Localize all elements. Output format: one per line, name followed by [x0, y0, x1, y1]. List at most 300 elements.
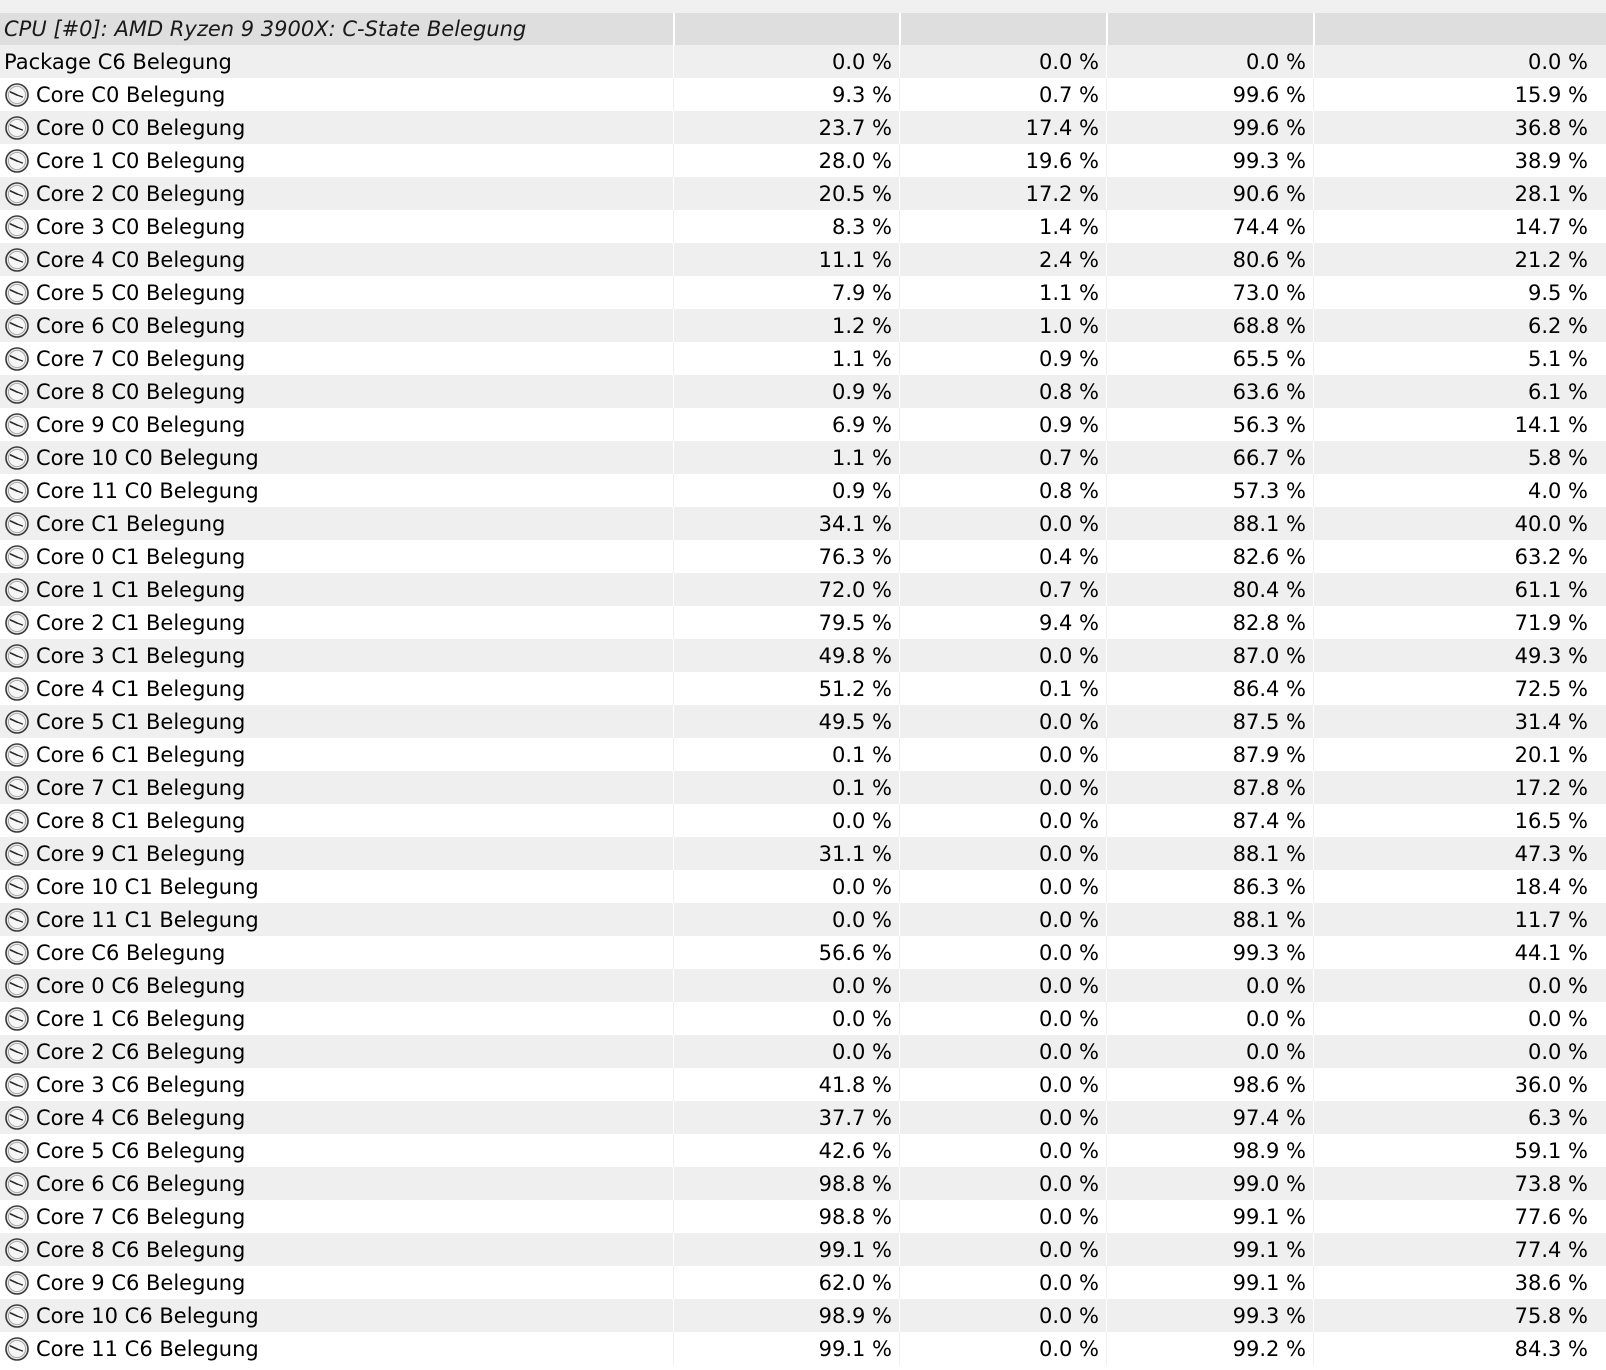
sensor-row[interactable] — [0, 1068, 1606, 1101]
sensor-row[interactable] — [0, 111, 1606, 144]
sensor-row[interactable] — [0, 969, 1606, 1002]
avg-value: 9.5 % — [1313, 276, 1598, 309]
avg-value: 6.3 % — [1313, 1101, 1598, 1134]
max-value: 0.0 % — [1106, 969, 1313, 1002]
max-value: 87.5 % — [1106, 705, 1313, 738]
avg-value: 0.0 % — [1313, 1035, 1598, 1068]
sensor-row[interactable] — [0, 342, 1606, 375]
sensor-label-cell — [0, 903, 673, 936]
min-value: 0.9 % — [899, 342, 1106, 375]
current-value: 9.3 % — [673, 78, 899, 111]
sensor-label: Core 3 C0 Belegung — [36, 214, 246, 239]
avg-value: 4.0 % — [1313, 474, 1598, 507]
sensor-label-cell — [0, 408, 673, 441]
clock-icon — [4, 445, 30, 471]
max-value: 99.0 % — [1106, 1167, 1313, 1200]
sensor-label: Core 6 C1 Belegung — [36, 742, 246, 767]
sensor-row[interactable] — [0, 441, 1606, 474]
sensor-label-cell — [0, 243, 673, 276]
max-value: 97.4 % — [1106, 1101, 1313, 1134]
sensor-label: Core 9 C0 Belegung — [36, 412, 246, 437]
clock-icon — [4, 1270, 30, 1296]
min-value: 0.0 % — [899, 1167, 1106, 1200]
current-value: 79.5 % — [673, 606, 899, 639]
sensor-row[interactable] — [0, 1233, 1606, 1266]
sensor-row[interactable] — [0, 1332, 1606, 1365]
clock-icon — [4, 148, 30, 174]
clock-icon — [4, 1237, 30, 1263]
sensor-label-cell — [0, 540, 673, 573]
sensor-label: Core 4 C0 Belegung — [36, 247, 246, 272]
min-value: 0.7 % — [899, 441, 1106, 474]
clock-icon — [4, 1006, 30, 1032]
max-value: 73.0 % — [1106, 276, 1313, 309]
current-value: 41.8 % — [673, 1068, 899, 1101]
sensor-row[interactable] — [0, 936, 1606, 969]
min-value: 0.0 % — [899, 804, 1106, 837]
sensor-row[interactable] — [0, 243, 1606, 276]
avg-value: 38.6 % — [1313, 1266, 1598, 1299]
max-value: 0.0 % — [1106, 45, 1313, 78]
sensor-row[interactable] — [0, 408, 1606, 441]
min-value: 0.1 % — [899, 672, 1106, 705]
sensor-label: Core 3 C6 Belegung — [36, 1072, 246, 1097]
min-value: 0.0 % — [899, 771, 1106, 804]
sensor-label-cell — [0, 1068, 673, 1101]
clock-icon — [4, 676, 30, 702]
sensor-row[interactable] — [0, 540, 1606, 573]
min-value: 0.0 % — [899, 1233, 1106, 1266]
avg-value: 5.1 % — [1313, 342, 1598, 375]
avg-value: 77.4 % — [1313, 1233, 1598, 1266]
sensor-label: Core 1 C1 Belegung — [36, 577, 246, 602]
avg-value: 15.9 % — [1313, 78, 1598, 111]
sensor-row[interactable] — [0, 177, 1606, 210]
current-value: 42.6 % — [673, 1134, 899, 1167]
current-value: 31.1 % — [673, 837, 899, 870]
clock-icon — [4, 841, 30, 867]
current-value: 99.1 % — [673, 1233, 899, 1266]
max-value: 65.5 % — [1106, 342, 1313, 375]
sensor-row[interactable] — [0, 903, 1606, 936]
sensor-row[interactable] — [0, 507, 1606, 540]
clock-icon — [4, 1039, 30, 1065]
column-avg-header — [1313, 13, 1598, 45]
sensor-label: Core 9 C6 Belegung — [36, 1270, 246, 1295]
avg-value: 6.1 % — [1313, 375, 1598, 408]
avg-value: 63.2 % — [1313, 540, 1598, 573]
column-min-header — [899, 13, 1106, 45]
current-value: 0.0 % — [673, 1035, 899, 1068]
sensor-label-cell — [0, 474, 673, 507]
max-value: 74.4 % — [1106, 210, 1313, 243]
sensor-label: Package C6 Belegung — [4, 49, 232, 74]
sensor-label-cell — [0, 210, 673, 243]
min-value: 0.0 % — [899, 738, 1106, 771]
sensor-label: Core 8 C1 Belegung — [36, 808, 246, 833]
max-value: 99.6 % — [1106, 111, 1313, 144]
clock-icon — [4, 1171, 30, 1197]
clock-icon — [4, 247, 30, 273]
sensor-row[interactable] — [0, 1167, 1606, 1200]
avg-value: 36.8 % — [1313, 111, 1598, 144]
sensor-row[interactable] — [0, 1101, 1606, 1134]
avg-value: 72.5 % — [1313, 672, 1598, 705]
current-value: 98.9 % — [673, 1299, 899, 1332]
current-value: 56.6 % — [673, 936, 899, 969]
max-value: 90.6 % — [1106, 177, 1313, 210]
sensor-label: Core 7 C0 Belegung — [36, 346, 246, 371]
sensor-label-cell — [0, 672, 673, 705]
max-value: 88.1 % — [1106, 903, 1313, 936]
min-value: 0.0 % — [899, 705, 1106, 738]
current-value: 0.0 % — [673, 969, 899, 1002]
current-value: 28.0 % — [673, 144, 899, 177]
min-value: 0.0 % — [899, 1002, 1106, 1035]
sensor-label-cell — [0, 375, 673, 408]
max-value: 82.8 % — [1106, 606, 1313, 639]
avg-value: 84.3 % — [1313, 1332, 1598, 1365]
clock-icon — [4, 577, 30, 603]
max-value: 87.9 % — [1106, 738, 1313, 771]
min-value: 17.2 % — [899, 177, 1106, 210]
max-value: 82.6 % — [1106, 540, 1313, 573]
sensor-row[interactable] — [0, 738, 1606, 771]
min-value: 17.4 % — [899, 111, 1106, 144]
max-value: 88.1 % — [1106, 837, 1313, 870]
sensor-row[interactable] — [0, 573, 1606, 606]
sensor-label-cell — [0, 705, 673, 738]
clock-icon — [4, 1072, 30, 1098]
sensor-label: Core 11 C6 Belegung — [36, 1336, 259, 1361]
clock-icon — [4, 973, 30, 999]
sensor-row[interactable] — [0, 276, 1606, 309]
sensor-label: Core 4 C6 Belegung — [36, 1105, 246, 1130]
clock-icon — [4, 379, 30, 405]
clock-icon — [4, 874, 30, 900]
avg-value: 14.1 % — [1313, 408, 1598, 441]
min-value: 0.9 % — [899, 408, 1106, 441]
sensor-row[interactable] — [0, 309, 1606, 342]
min-value: 0.0 % — [899, 507, 1106, 540]
max-value: 87.0 % — [1106, 639, 1313, 672]
section-title-cell — [0, 13, 673, 45]
sensor-label: Core 5 C6 Belegung — [36, 1138, 246, 1163]
max-value: 56.3 % — [1106, 408, 1313, 441]
min-value: 0.8 % — [899, 375, 1106, 408]
avg-value: 0.0 % — [1313, 1002, 1598, 1035]
sensor-label-cell — [0, 1035, 673, 1068]
avg-value: 73.8 % — [1313, 1167, 1598, 1200]
max-value: 86.4 % — [1106, 672, 1313, 705]
sensor-label: Core C0 Belegung — [36, 82, 226, 107]
sensor-label: Core 5 C1 Belegung — [36, 709, 246, 734]
max-value: 99.3 % — [1106, 144, 1313, 177]
max-value: 99.2 % — [1106, 1332, 1313, 1365]
avg-value: 40.0 % — [1313, 507, 1598, 540]
avg-value: 75.8 % — [1313, 1299, 1598, 1332]
avg-value: 0.0 % — [1313, 45, 1598, 78]
min-value: 0.0 % — [899, 936, 1106, 969]
sensor-label-cell — [0, 804, 673, 837]
min-value: 0.0 % — [899, 1266, 1106, 1299]
min-value: 0.0 % — [899, 1101, 1106, 1134]
sensor-label-cell — [0, 771, 673, 804]
avg-value: 20.1 % — [1313, 738, 1598, 771]
clock-icon — [4, 478, 30, 504]
max-value: 99.1 % — [1106, 1266, 1313, 1299]
min-value: 0.4 % — [899, 540, 1106, 573]
sensor-label: Core 8 C6 Belegung — [36, 1237, 246, 1262]
max-value: 87.8 % — [1106, 771, 1313, 804]
sensor-label-cell — [0, 1233, 673, 1266]
sensor-label: Core 0 C1 Belegung — [36, 544, 246, 569]
clock-icon — [4, 709, 30, 735]
sensor-label-cell — [0, 342, 673, 375]
avg-value: 21.2 % — [1313, 243, 1598, 276]
clock-icon — [4, 313, 30, 339]
current-value: 98.8 % — [673, 1167, 899, 1200]
current-value: 7.9 % — [673, 276, 899, 309]
current-value: 1.2 % — [673, 309, 899, 342]
current-value: 34.1 % — [673, 507, 899, 540]
sensor-row[interactable] — [0, 1266, 1606, 1299]
sensor-label-cell — [0, 969, 673, 1002]
current-value: 1.1 % — [673, 342, 899, 375]
sensor-label: Core 7 C6 Belegung — [36, 1204, 246, 1229]
avg-value: 49.3 % — [1313, 639, 1598, 672]
sensor-row[interactable] — [0, 804, 1606, 837]
max-value: 80.6 % — [1106, 243, 1313, 276]
max-value: 99.6 % — [1106, 78, 1313, 111]
max-value: 98.9 % — [1106, 1134, 1313, 1167]
sensor-row[interactable] — [0, 606, 1606, 639]
sensor-label-cell — [0, 837, 673, 870]
min-value: 0.0 % — [899, 639, 1106, 672]
sensor-row[interactable] — [0, 144, 1606, 177]
sensor-label-cell — [0, 606, 673, 639]
min-value: 0.0 % — [899, 837, 1106, 870]
sensor-row[interactable] — [0, 771, 1606, 804]
sensor-row[interactable] — [0, 375, 1606, 408]
sensor-label: Core 8 C0 Belegung — [36, 379, 246, 404]
sensor-label: Core 0 C0 Belegung — [36, 115, 246, 140]
avg-value: 11.7 % — [1313, 903, 1598, 936]
sensor-label-cell — [0, 144, 673, 177]
column-max-header — [1106, 13, 1313, 45]
avg-value: 28.1 % — [1313, 177, 1598, 210]
clock-icon — [4, 1138, 30, 1164]
sensor-label-cell — [0, 1002, 673, 1035]
avg-value: 0.0 % — [1313, 969, 1598, 1002]
clock-icon — [4, 907, 30, 933]
clock-icon — [4, 1303, 30, 1329]
sensor-row[interactable] — [0, 210, 1606, 243]
current-value: 0.9 % — [673, 375, 899, 408]
sensor-label: Core 10 C1 Belegung — [36, 874, 259, 899]
clock-icon — [4, 412, 30, 438]
max-value: 99.1 % — [1106, 1233, 1313, 1266]
sensor-label: Core 1 C6 Belegung — [36, 1006, 246, 1031]
sensor-row[interactable] — [0, 78, 1606, 111]
current-value: 37.7 % — [673, 1101, 899, 1134]
sensor-label-cell — [0, 276, 673, 309]
avg-value: 59.1 % — [1313, 1134, 1598, 1167]
sensor-label: Core 3 C1 Belegung — [36, 643, 246, 668]
current-value: 0.1 % — [673, 771, 899, 804]
clock-icon — [4, 610, 30, 636]
sensor-row[interactable] — [0, 1134, 1606, 1167]
sensor-label: Core 9 C1 Belegung — [36, 841, 246, 866]
min-value: 0.8 % — [899, 474, 1106, 507]
min-value: 0.0 % — [899, 1332, 1106, 1365]
min-value: 0.0 % — [899, 1299, 1106, 1332]
sensor-label: Core 2 C6 Belegung — [36, 1039, 246, 1064]
avg-value: 71.9 % — [1313, 606, 1598, 639]
current-value: 49.8 % — [673, 639, 899, 672]
avg-value: 18.4 % — [1313, 870, 1598, 903]
sensor-label: Core 6 C6 Belegung — [36, 1171, 246, 1196]
sensor-label-cell — [0, 78, 673, 111]
min-value: 2.4 % — [899, 243, 1106, 276]
max-value: 68.8 % — [1106, 309, 1313, 342]
sensor-label: Core 11 C1 Belegung — [36, 907, 259, 932]
sensor-row[interactable] — [0, 1299, 1606, 1332]
section-title: CPU [#0]: AMD Ryzen 9 3900X: C-State Belegung — [4, 17, 527, 41]
clock-icon — [4, 115, 30, 141]
min-value: 1.1 % — [899, 276, 1106, 309]
section-header[interactable] — [0, 13, 1606, 45]
current-value: 0.0 % — [673, 903, 899, 936]
current-value: 98.8 % — [673, 1200, 899, 1233]
column-current-header — [673, 13, 899, 45]
clock-icon — [4, 346, 30, 372]
sensor-row[interactable] — [0, 672, 1606, 705]
min-value: 0.0 % — [899, 969, 1106, 1002]
min-value: 0.0 % — [899, 1068, 1106, 1101]
min-value: 0.0 % — [899, 1134, 1106, 1167]
sensor-row[interactable] — [0, 639, 1606, 672]
sensor-rows — [0, 45, 1606, 1365]
current-value: 0.0 % — [673, 804, 899, 837]
max-value: 86.3 % — [1106, 870, 1313, 903]
max-value: 87.4 % — [1106, 804, 1313, 837]
current-value: 0.0 % — [673, 870, 899, 903]
clock-icon — [4, 775, 30, 801]
min-value: 0.0 % — [899, 870, 1106, 903]
min-value: 0.0 % — [899, 903, 1106, 936]
max-value: 99.1 % — [1106, 1200, 1313, 1233]
clock-icon — [4, 511, 30, 537]
max-value: 66.7 % — [1106, 441, 1313, 474]
clock-icon — [4, 742, 30, 768]
sensor-label: Core 2 C0 Belegung — [36, 181, 246, 206]
sensor-row[interactable] — [0, 45, 1606, 78]
sensor-label-cell — [0, 639, 673, 672]
sensor-label: Core 5 C0 Belegung — [36, 280, 246, 305]
current-value: 0.0 % — [673, 45, 899, 78]
avg-value: 77.6 % — [1313, 1200, 1598, 1233]
sensor-label-cell — [0, 1299, 673, 1332]
max-value: 0.0 % — [1106, 1002, 1313, 1035]
sensor-label: Core C6 Belegung — [36, 940, 226, 965]
avg-value: 16.5 % — [1313, 804, 1598, 837]
sensor-label-cell — [0, 1332, 673, 1365]
sensor-label: Core 10 C0 Belegung — [36, 445, 259, 470]
avg-value: 61.1 % — [1313, 573, 1598, 606]
sensor-label-cell — [0, 177, 673, 210]
clock-icon — [4, 643, 30, 669]
min-value: 0.0 % — [899, 1200, 1106, 1233]
avg-value: 6.2 % — [1313, 309, 1598, 342]
sensor-label-cell — [0, 309, 673, 342]
max-value: 99.3 % — [1106, 1299, 1313, 1332]
max-value: 99.3 % — [1106, 936, 1313, 969]
sensor-label-cell — [0, 1200, 673, 1233]
avg-value: 38.9 % — [1313, 144, 1598, 177]
sensor-label-cell — [0, 870, 673, 903]
sensor-row[interactable] — [0, 474, 1606, 507]
sensor-row[interactable] — [0, 837, 1606, 870]
sensor-row[interactable] — [0, 1002, 1606, 1035]
min-value: 0.0 % — [899, 45, 1106, 78]
current-value: 0.9 % — [673, 474, 899, 507]
clock-icon — [4, 181, 30, 207]
sensor-label: Core 6 C0 Belegung — [36, 313, 246, 338]
sensor-label: Core 11 C0 Belegung — [36, 478, 259, 503]
clock-icon — [4, 280, 30, 306]
current-value: 20.5 % — [673, 177, 899, 210]
clock-icon — [4, 808, 30, 834]
min-value: 0.7 % — [899, 78, 1106, 111]
sensor-label-cell — [0, 1266, 673, 1299]
sensor-row[interactable] — [0, 1035, 1606, 1068]
max-value: 80.4 % — [1106, 573, 1313, 606]
avg-value: 14.7 % — [1313, 210, 1598, 243]
min-value: 0.7 % — [899, 573, 1106, 606]
current-value: 51.2 % — [673, 672, 899, 705]
sensor-label: Core C1 Belegung — [36, 511, 226, 536]
current-value: 1.1 % — [673, 441, 899, 474]
sensor-label: Core 1 C0 Belegung — [36, 148, 246, 173]
avg-value: 5.8 % — [1313, 441, 1598, 474]
sensor-label: Core 2 C1 Belegung — [36, 610, 246, 635]
sensor-label-cell — [0, 936, 673, 969]
current-value: 72.0 % — [673, 573, 899, 606]
sensor-label-cell — [0, 1167, 673, 1200]
min-value: 0.0 % — [899, 1035, 1106, 1068]
sensor-label-cell — [0, 573, 673, 606]
sensor-label: Core 7 C1 Belegung — [36, 775, 246, 800]
current-value: 8.3 % — [673, 210, 899, 243]
clock-icon — [4, 1105, 30, 1131]
max-value: 57.3 % — [1106, 474, 1313, 507]
current-value: 11.1 % — [673, 243, 899, 276]
sensor-row[interactable] — [0, 1200, 1606, 1233]
bottom-strip — [0, 1365, 1606, 1370]
current-value: 0.1 % — [673, 738, 899, 771]
sensor-row[interactable] — [0, 870, 1606, 903]
sensor-label-cell — [0, 1134, 673, 1167]
sensor-label: Core 10 C6 Belegung — [36, 1303, 259, 1328]
current-value: 0.0 % — [673, 1002, 899, 1035]
sensor-row[interactable] — [0, 705, 1606, 738]
clock-icon — [4, 214, 30, 240]
sensor-label-cell — [0, 507, 673, 540]
current-value: 6.9 % — [673, 408, 899, 441]
clock-icon — [4, 940, 30, 966]
current-value: 76.3 % — [673, 540, 899, 573]
